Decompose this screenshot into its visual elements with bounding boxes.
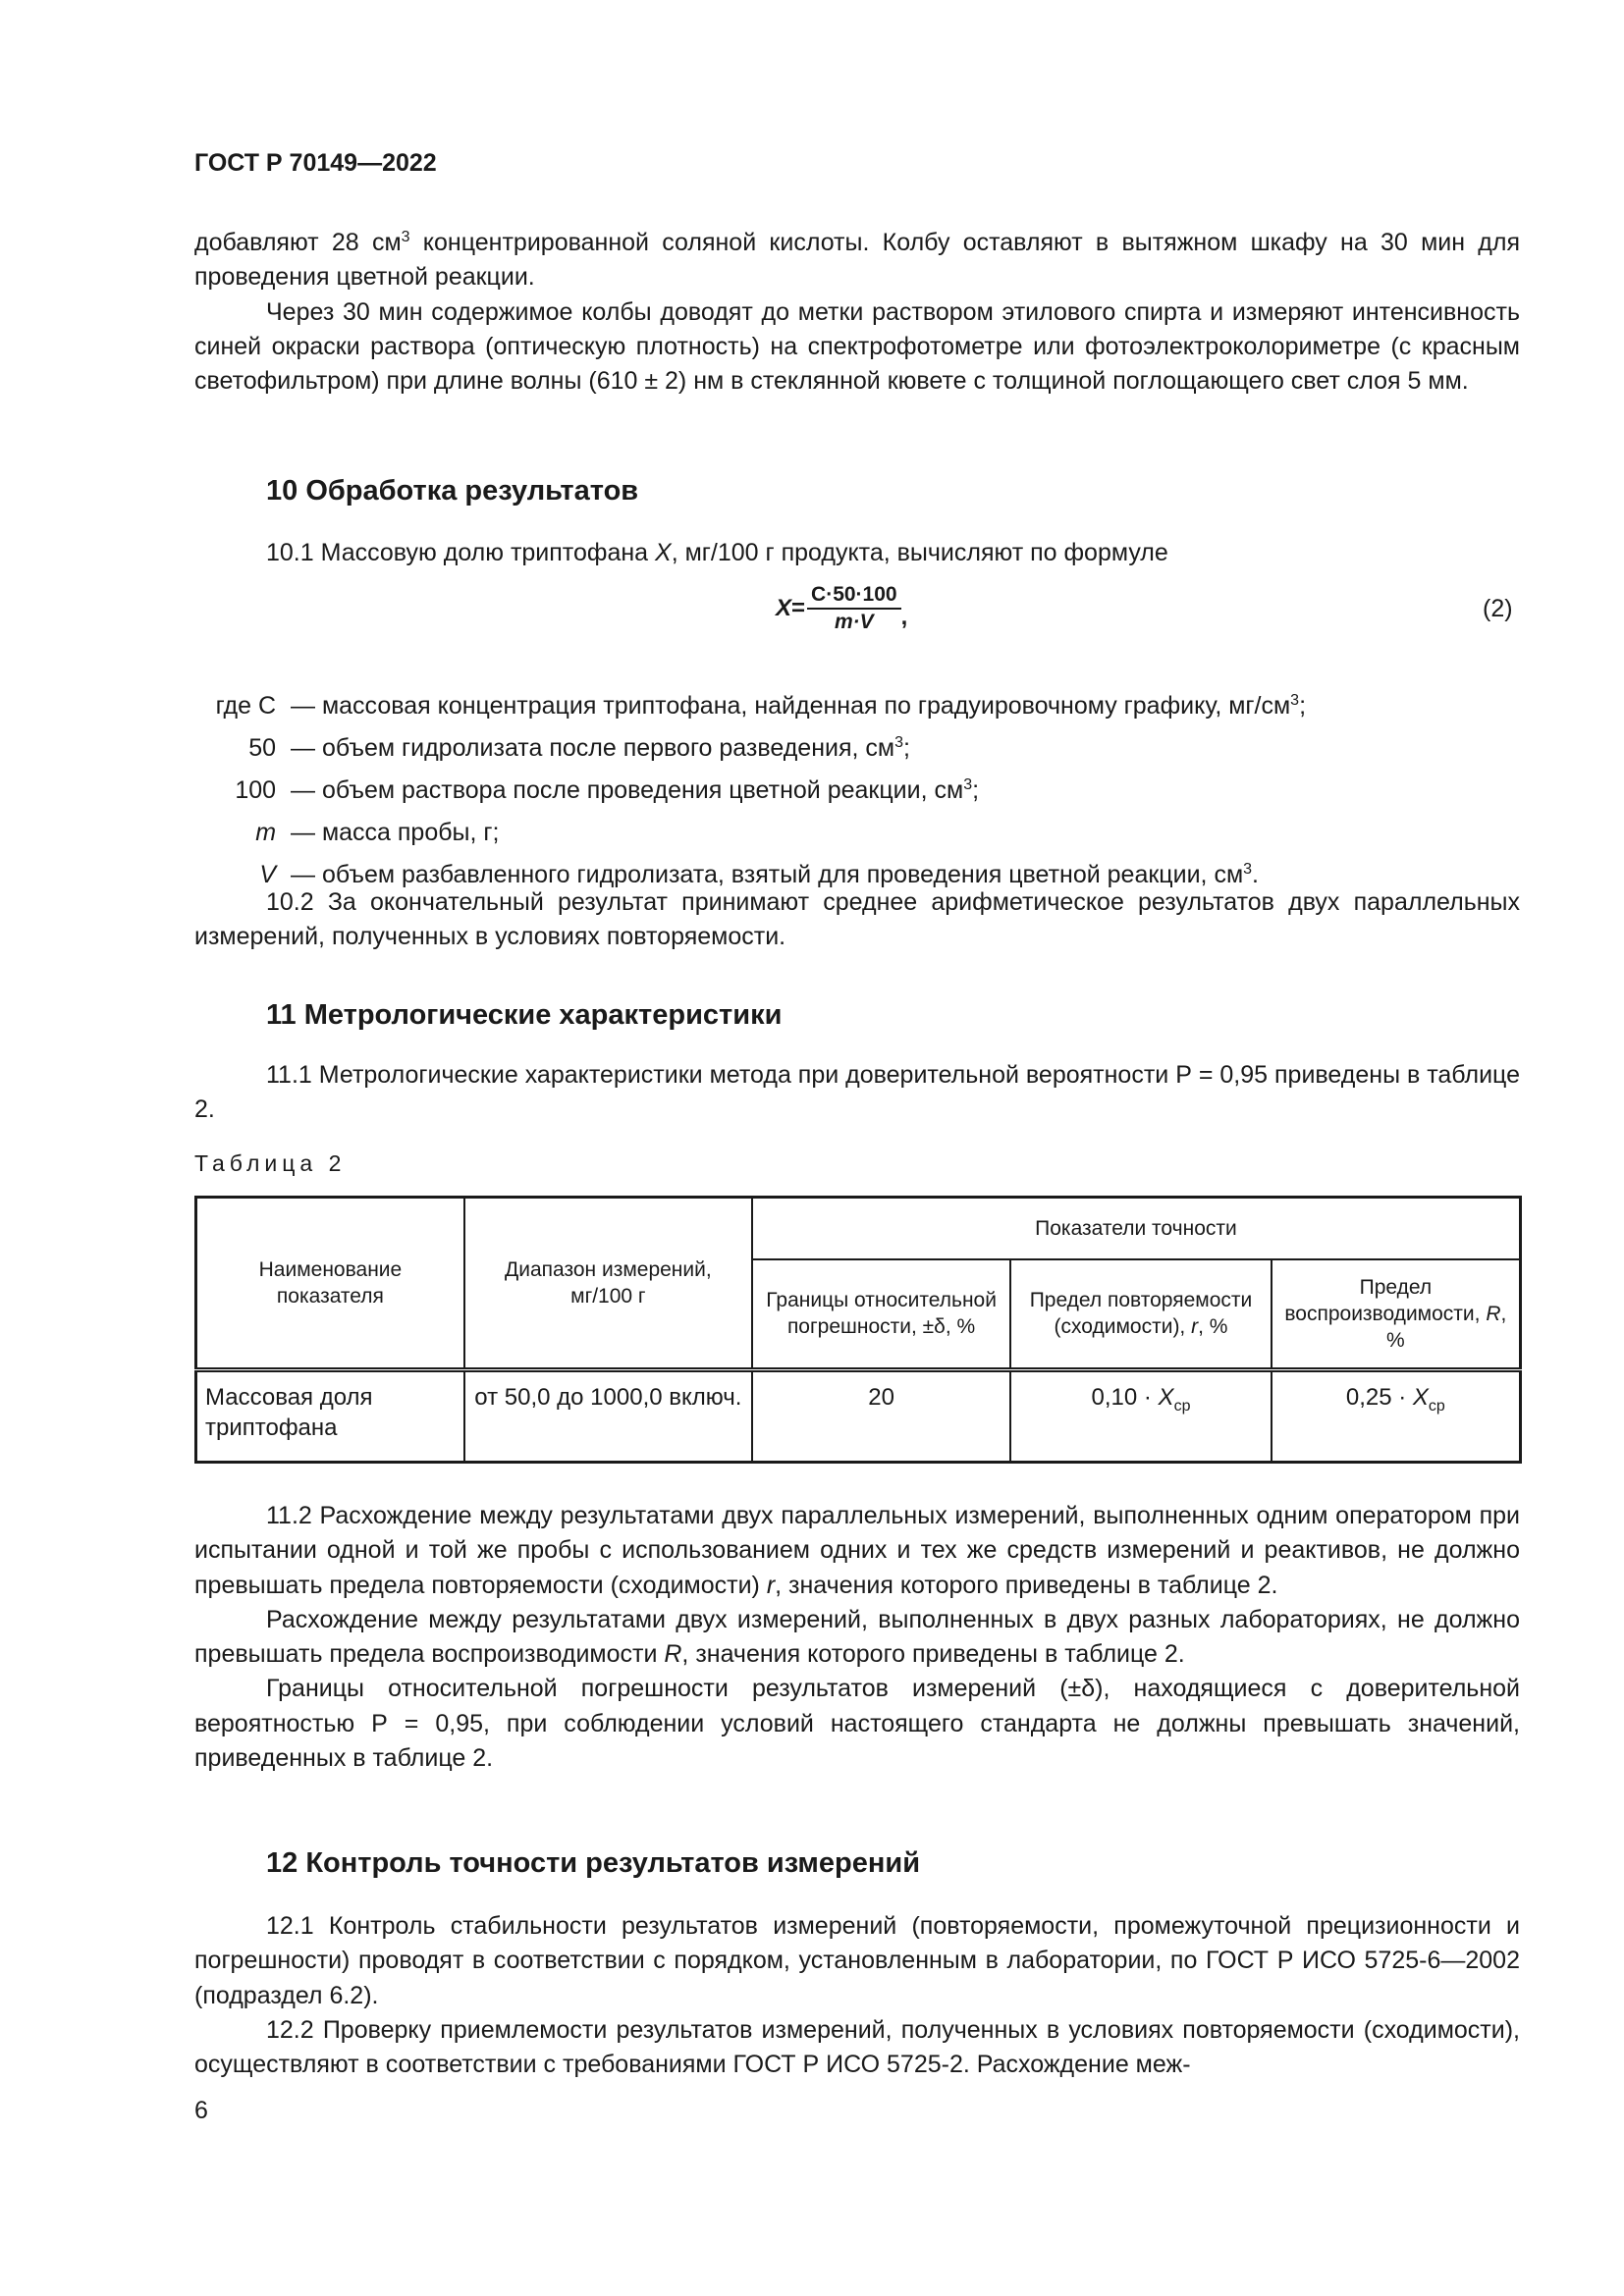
document-id: ГОСТ Р 70149—2022 <box>194 149 437 177</box>
paragraph <box>194 1499 1520 1603</box>
paragraph <box>194 226 1520 295</box>
superscript: 3 <box>401 229 410 245</box>
text: Предел повторяемости (сходимости), <box>1029 1289 1253 1339</box>
text: 10.1 Массовую долю триптофана <box>266 539 656 566</box>
variable: R <box>664 1640 682 1669</box>
text: — массовая концентрация триптофана, найденная по градуировочному графику, мг/см <box>291 692 1291 720</box>
legend-text <box>283 727 910 770</box>
paragraph-10-1 <box>194 536 1520 570</box>
variable: X <box>655 539 672 566</box>
paragraph-11-1 <box>194 1058 1520 1128</box>
formula-fraction <box>807 583 901 634</box>
text: ; <box>972 776 980 804</box>
superscript: 3 <box>963 776 973 793</box>
legend-text: — масса пробы, г; <box>291 819 500 846</box>
paragraph-10-2 <box>194 885 1520 955</box>
text: , значения которого приведены в таблице 2. <box>775 1571 1278 1599</box>
text: . <box>1252 861 1259 888</box>
metrology-table <box>194 1196 1522 1464</box>
section-11-heading: 11 Метрологические характеристики <box>266 999 783 1031</box>
paragraph: 12.1 Контроль стабильности результатов измерений (повторяемости, промежуточной прецизионности и погрешности) проводят в соответствии с порядком, установленным в лаборатории, по ГОСТ Р ИСО 5725-6—2002 (подраздел 6.2). <box>194 1912 1520 2009</box>
text: 0,10 · <box>1091 1384 1159 1411</box>
header-name: Наименование показателя <box>196 1198 464 1370</box>
paragraph <box>194 536 1520 570</box>
legend-row <box>194 770 1306 812</box>
text: , % <box>1386 1302 1507 1352</box>
paragraph: 12.2 Проверку приемлемости результатов измерений, полученных в условиях повторяемости (сходимости), осуществляют в соответствии с требованиями ГОСТ Р ИСО 5725-2. Расхождение меж- <box>194 2015 1520 2079</box>
superscript: 3 <box>894 734 903 751</box>
legend-symbol: V <box>259 861 283 888</box>
text: концентрированной соляной кислоты. Колбу оставляют в вытяжном шкафу на 30 мин для проведения цветной реакции. <box>194 229 1521 292</box>
legend-row <box>194 812 1306 854</box>
section-11-text <box>194 1499 1520 1776</box>
cell-name: Массовая доля триптофана <box>196 1370 464 1463</box>
legend-symbol: где C <box>215 692 283 720</box>
header-accuracy: Показатели точности <box>752 1198 1521 1259</box>
legend-symbol: m <box>255 819 283 846</box>
superscript: 3 <box>1243 861 1253 878</box>
text: 0,25 · <box>1345 1384 1413 1411</box>
cell-reproducibility <box>1272 1370 1521 1463</box>
text: Предел воспроизводимости, <box>1284 1275 1487 1325</box>
paragraph: 11.1 Метрологические характеристики метода при доверительной вероятности Р = 0,95 приведены в таблице 2. <box>194 1061 1520 1124</box>
text: ; <box>903 734 910 762</box>
formula <box>776 583 907 634</box>
header-repeatability <box>1010 1259 1271 1370</box>
formula-lhs: X <box>776 595 792 621</box>
text: Расхождение между результатами двух измерений, выполненных в двух разных лабораториях, не должно превышать предела воспроизводимости <box>194 1605 1520 1669</box>
paragraph: Границы относительной погрешности результатов измерений (±δ), находящиеся с доверительной вероятностью Р = 0,95, при соблюдении условий настоящего стандарта не должны превышать значений, приведенных в таблице 2. <box>194 1675 1520 1773</box>
paragraph <box>194 1603 1520 1673</box>
denominator: m·V <box>834 611 874 633</box>
variable: X <box>1158 1384 1174 1411</box>
cell-bounds: 20 <box>752 1370 1010 1463</box>
text: , мг/100 г продукта, вычисляют по формуле <box>671 539 1168 566</box>
legend-text <box>283 770 979 812</box>
header-range: Диапазон измерений, мг/100 г <box>464 1198 752 1370</box>
subscript: ср <box>1428 1398 1445 1415</box>
page-number: 6 <box>194 2097 208 2124</box>
section-12-heading: 12 Контроль точности результатов измерений <box>266 1847 921 1879</box>
text: 11.2 Расхождение между результатами двух параллельных измерений, выполненных одним оператором при испытании одной и той же пробы с использованием одних и тех же средств измерений и реактивов, не должно превышать предела повторяемости (сходимости) <box>194 1502 1520 1599</box>
legend-row <box>194 727 1306 770</box>
subscript: ср <box>1173 1398 1191 1415</box>
intro-text <box>194 226 1520 399</box>
text: добавляют 28 см <box>194 229 402 256</box>
text: ; <box>1299 692 1307 720</box>
equation-number: (2) <box>1483 595 1513 622</box>
cell-range: от 50,0 до 1000,0 включ. <box>464 1370 752 1463</box>
variable: r <box>766 1571 776 1599</box>
numerator: C·50·100 <box>807 583 901 610</box>
header-bounds: Границы относительной погрешности, ±δ, % <box>752 1259 1010 1370</box>
legend-symbol: 100 <box>235 776 283 804</box>
section-12-text <box>194 1909 1520 2082</box>
text: — объем разбавленного гидролизата, взятый для проведения цветной реакции, см <box>291 861 1244 888</box>
formula-comma: , <box>900 604 908 630</box>
paragraph: 10.2 За окончательный результат принимают среднее арифметическое результатов двух параллельных измерений, полученных в условиях повторяемости. <box>194 888 1520 951</box>
variable: r <box>1191 1315 1199 1339</box>
section-10-heading: 10 Обработка результатов <box>266 475 639 507</box>
table-row <box>196 1370 1521 1463</box>
header-reproducibility <box>1272 1259 1521 1370</box>
text: , % <box>1198 1315 1228 1339</box>
formula-legend <box>194 685 1306 896</box>
variable: R <box>1486 1302 1501 1325</box>
text: — объем раствора после проведения цветной реакции, см <box>291 776 964 804</box>
legend-text <box>283 685 1306 727</box>
table-caption: Таблица 2 <box>194 1150 347 1176</box>
variable: X <box>1412 1384 1429 1411</box>
text: , значения которого приведены в таблице 2. <box>681 1640 1185 1669</box>
superscript: 3 <box>1290 692 1300 709</box>
table-header-row <box>196 1198 1521 1259</box>
legend-symbol: 50 <box>248 734 283 762</box>
paragraph: Через 30 мин содержимое колбы доводят до метки раствором этилового спирта и измеряют интенсивность синей окраски раствора (оптическую плотность) на спектрофотометре или фотоэлектроколориметре (с красным светофильтром) при длине волны (610 ± 2) нм в стеклянной кювете с толщиной поглощающего свет слоя 5 мм. <box>194 297 1520 396</box>
text: — объем гидролизата после первого разведения, см <box>291 734 895 762</box>
cell-repeatability <box>1010 1370 1271 1463</box>
legend-row <box>194 685 1306 727</box>
formula-equals: = <box>791 595 806 621</box>
